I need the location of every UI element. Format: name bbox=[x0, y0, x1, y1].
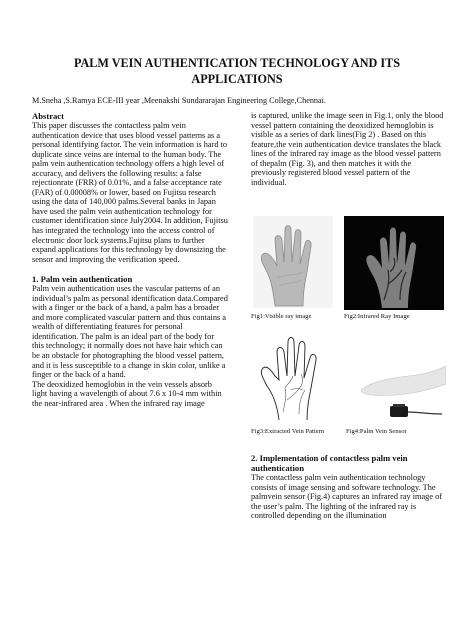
fig1-visible-palm-image bbox=[253, 216, 333, 308]
fig4-caption: Fig4:Palm Vein Sensor bbox=[346, 428, 407, 435]
section-1-heading: 1. Palm vein authentication bbox=[32, 274, 133, 285]
fig3-extracted-vein-pattern bbox=[253, 330, 341, 422]
section-1-paragraph-2: The deoxidized hemoglobin in the vein vessels absorb light having a wavelength of about 7.6 x 10-4 mm within the near-infrared area . When the infrared ray image bbox=[32, 379, 222, 408]
fig4-palm-vein-sensor bbox=[346, 330, 446, 424]
fig1-caption: Fig1:Visible ray image bbox=[251, 313, 312, 320]
section-2-text: The contactless palm vein authentication technology consists of image sensing and software technology. The palmvein sensor (Fig.4) captures an infrared ray image of the user’s palm. The lighting of the infrared ray is controlled depending on the illumination bbox=[251, 473, 442, 521]
fig2-infrared-palm-image bbox=[344, 216, 444, 310]
section-1-paragraph-1: Palm vein authentication uses the vascular patterns of an individual’s palm as personal identification data.Compared with a finger or the back of a hand, a palm has a broader and more complicated vascular pattern and thus contains a wealth of differentiating features for personal identification. The palm is an ideal part of the body for this technology; it normally does not have hair which can be an obstacle for photographing the blood vessel pattern, and it is less susceptible to a change in skin color, unlike a finger or the back of a hand. bbox=[32, 284, 228, 380]
right-column-section-2 bbox=[251, 453, 447, 521]
left-column bbox=[32, 111, 228, 408]
abstract-text: This paper discusses the contactless palm vein authentication device that uses blood vessel patterns as a personal identifying factor. The vein information is hard to duplicate since veins are internal to the human body. The palm vein authentication technology offers a high level of accuracy, and delivers the following results: a false rejectionrate (FRR) of 0.01%, and a false acceptance rate (FAR) of 0.00008% or lower, based on Fujitsu research using the data of 140,000 palms.Several banks in Japan have used the palm vein authentication technology for customer identification since July2004. In addition, Fujitsu has integrated the technology into the access control of electronic door lock systems.Fujitsu plans to further expand applications for this technology by downsizing the sensor and improving the verification speed. bbox=[32, 121, 228, 264]
section-2-heading: 2. Implementation of contactless palm vein authentication bbox=[251, 453, 408, 473]
right-column-intro: is captured, unlike the image seen in Fig.1, only the blood vessel pattern containing the deoxidized hemoglobin is visible as a series of dark lines(Fig 2) . Based on this feature,the vein authentication device translates the black lines of the infrared ray image as the blood vessel pattern of thepalm (Fig. 3), and then matches it with the previously registered blood vessel pattern of the individual. bbox=[251, 111, 444, 187]
title-line-1: PALM VEIN AUTHENTICATION TECHNOLOGY AND ITS bbox=[73, 56, 401, 70]
fig2-caption: Fig2:Infrared Ray Image bbox=[344, 313, 410, 320]
paper-title bbox=[40, 55, 434, 87]
author-line: M.Sneha ,S.Ramya ECE-III year ,Meenakshi Sundararajan Engineering College,Chennai. bbox=[32, 96, 326, 105]
fig3-caption: Fig3:Extracted Vein Pattern bbox=[251, 428, 325, 435]
title-line-2: APPLICATIONS bbox=[191, 72, 283, 86]
abstract-heading: Abstract bbox=[32, 111, 64, 121]
